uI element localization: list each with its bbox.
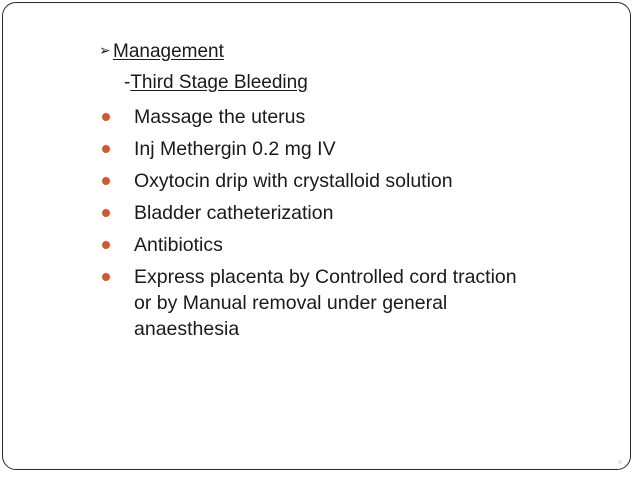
- list-item: [99, 200, 539, 226]
- list-item: [99, 104, 539, 130]
- subheading-prefix: -: [124, 72, 131, 93]
- list-item: [99, 136, 539, 162]
- bullet-text: Inj Methergin 0.2 mg IV: [134, 138, 336, 160]
- list-item: [99, 264, 539, 342]
- bullet-list: [99, 104, 539, 348]
- arrow-bullet-icon: ➢: [99, 42, 111, 58]
- bullet-text: Express placenta by Controlled cord traction or by Manual removal under general anaesthesia: [134, 266, 517, 340]
- list-item: [99, 168, 539, 194]
- page-marker: [618, 460, 622, 464]
- bullet-dot-icon: [102, 113, 110, 121]
- bullet-text: Bladder catheterization: [134, 202, 334, 224]
- heading-text: Management: [113, 41, 224, 62]
- slide-heading: [99, 38, 224, 64]
- bullet-dot-icon: [102, 209, 110, 217]
- list-item: [99, 232, 539, 258]
- bullet-dot-icon: [102, 273, 110, 281]
- bullet-dot-icon: [102, 145, 110, 153]
- bullet-dot-icon: [102, 241, 110, 249]
- bullet-text: Oxytocin drip with crystalloid solution: [134, 170, 453, 192]
- bullet-text: Antibiotics: [134, 234, 223, 256]
- bullet-dot-icon: [102, 177, 110, 185]
- bullet-text: Massage the uterus: [134, 106, 306, 128]
- subheading-text: Third Stage Bleeding: [130, 72, 308, 93]
- slide-subheading: [124, 71, 308, 95]
